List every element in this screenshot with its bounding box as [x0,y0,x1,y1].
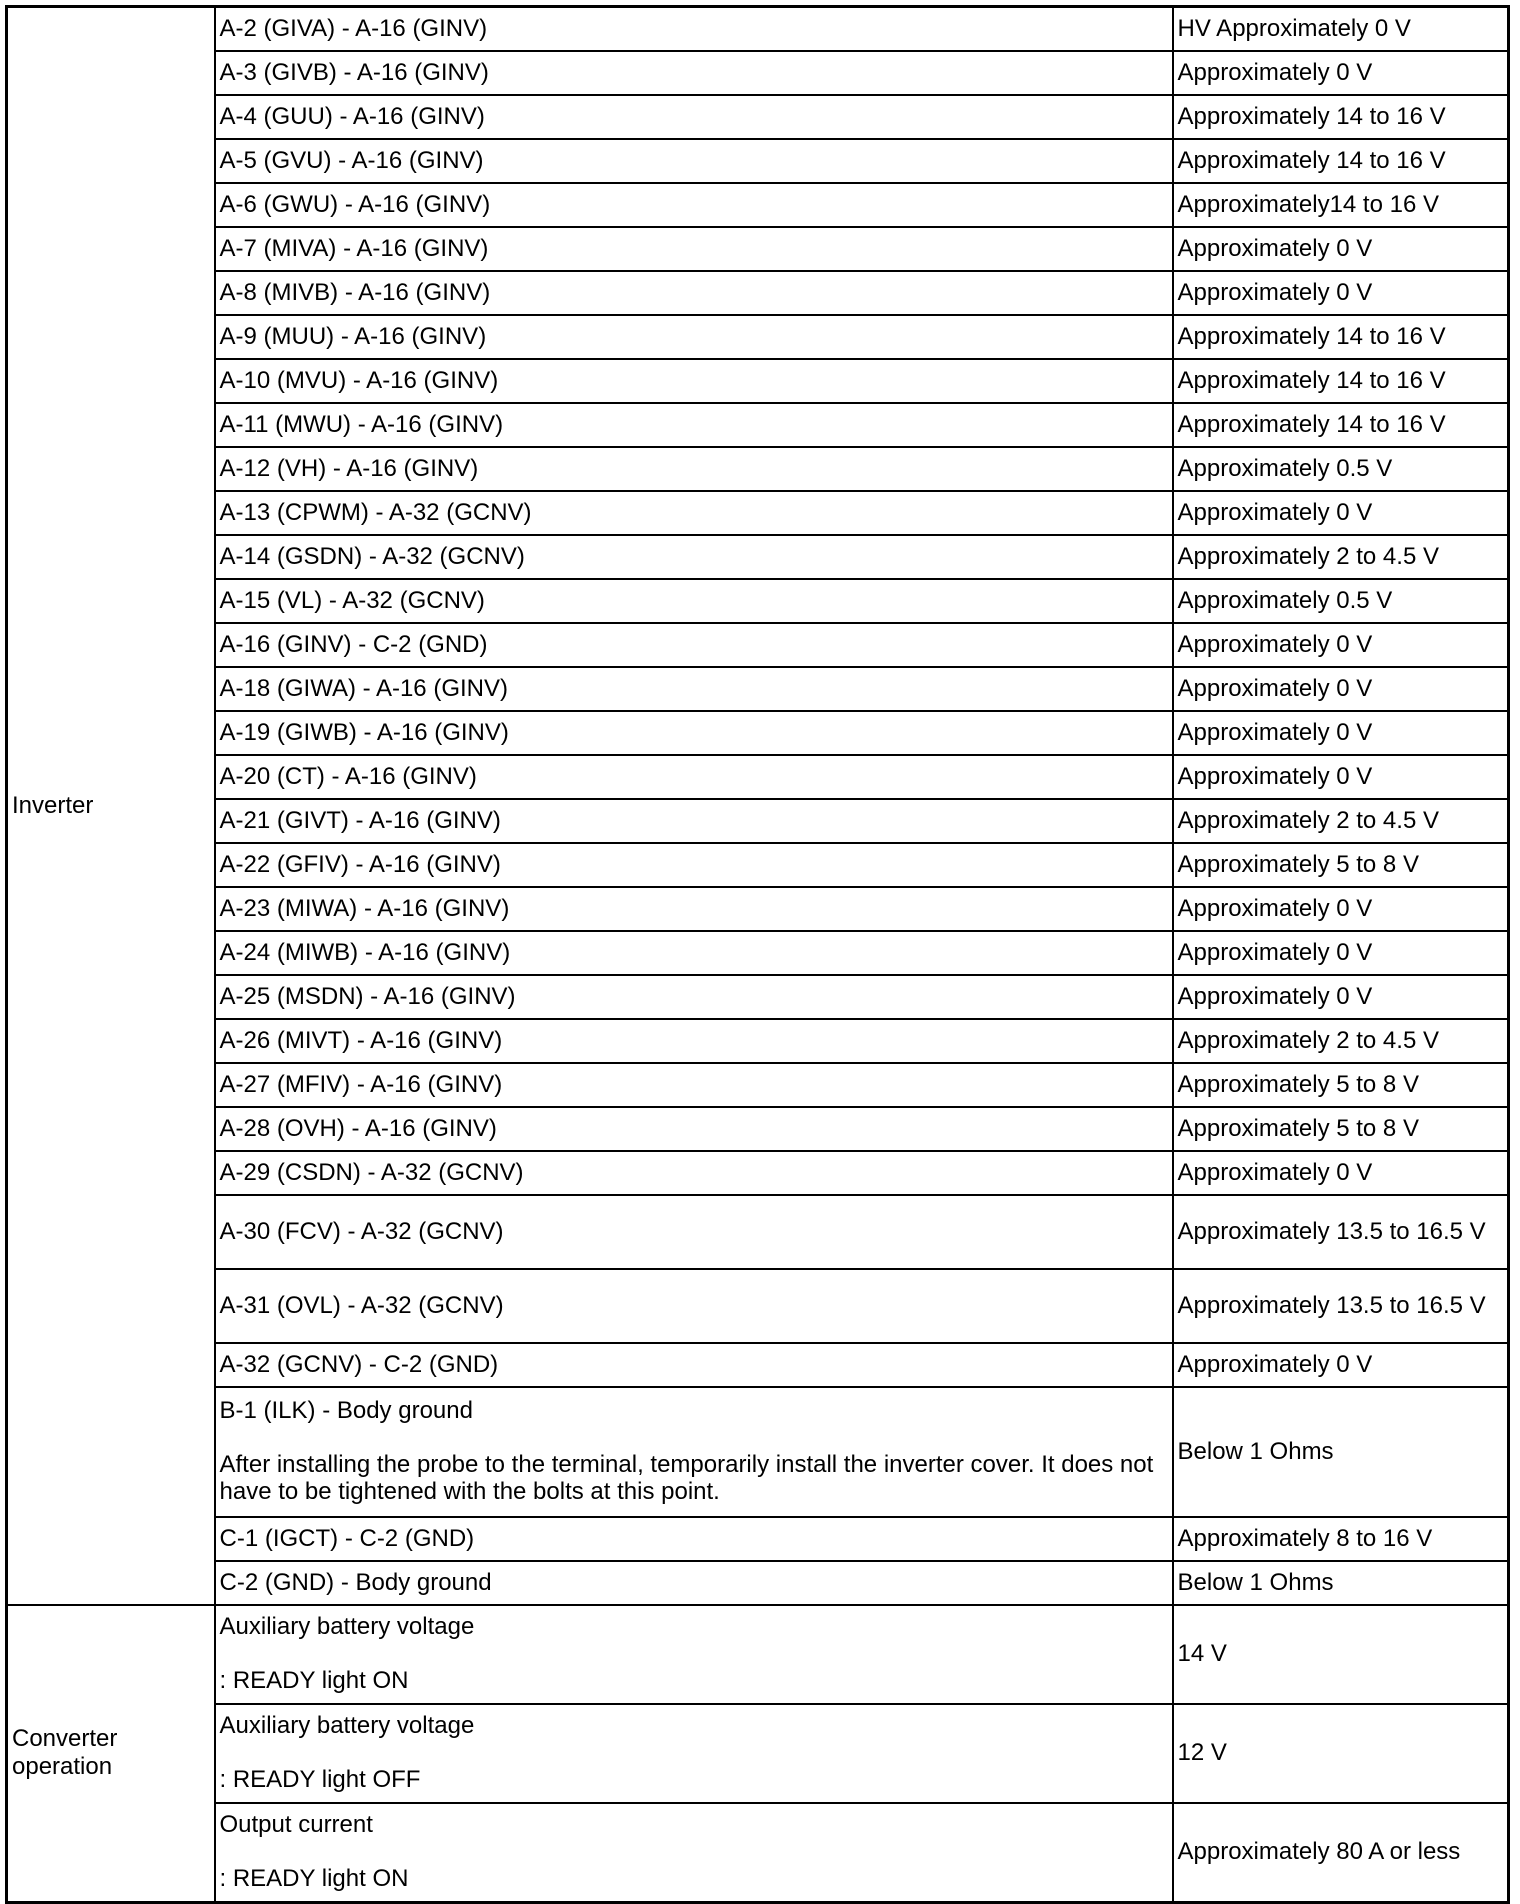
terminal-cell: A-5 (GVU) - A-16 (GINV) [215,139,1173,183]
terminal-cell: A-11 (MWU) - A-16 (GINV) [215,403,1173,447]
terminal-cell [215,1387,1173,1517]
value-cell: Approximately 0 V [1173,887,1509,931]
terminal-cell: A-15 (VL) - A-32 (GCNV) [215,579,1173,623]
voltage-check-table [5,5,1510,1904]
table-row [7,1195,1509,1269]
terminal-cell: A-16 (GINV) - C-2 (GND) [215,623,1173,667]
table-row [7,95,1509,139]
table-row [7,51,1509,95]
table-row [7,1387,1509,1517]
value-cell: Approximately 14 to 16 V [1173,403,1509,447]
condition-note: : READY light ON [219,1667,409,1694]
terminal-cell: C-1 (IGCT) - C-2 (GND) [215,1517,1173,1561]
value-cell: Approximately 14 to 16 V [1173,139,1509,183]
table-row [7,1151,1509,1195]
condition-note: : READY light ON [219,1865,409,1892]
terminal-cell: A-19 (GIWB) - A-16 (GINV) [215,711,1173,755]
table-row [7,1561,1509,1605]
table-row [7,799,1509,843]
table-row [7,1019,1509,1063]
value-cell: Approximately 14 to 16 V [1173,95,1509,139]
terminal-cell: A-21 (GIVT) - A-16 (GINV) [215,799,1173,843]
table-row [7,1063,1509,1107]
procedure-note: After installing the probe to the terminal, temporarily install the inverter cover. It does not have to be tightened with the bolts at this point. [219,1450,1154,1506]
terminal-cell: A-20 (CT) - A-16 (GINV) [215,755,1173,799]
table-row [7,623,1509,667]
terminal-cell [215,1704,1173,1803]
terminal-text: B-1 (ILK) - Body ground [219,1397,473,1425]
value-cell: Approximately 5 to 8 V [1173,1063,1509,1107]
table-row [7,1107,1509,1151]
terminal-cell: C-2 (GND) - Body ground [215,1561,1173,1605]
table-row [7,491,1509,535]
table-row [7,1605,1509,1704]
value-cell: 14 V [1173,1605,1509,1704]
terminal-cell: A-22 (GFIV) - A-16 (GINV) [215,843,1173,887]
terminal-cell: A-7 (MIVA) - A-16 (GINV) [215,227,1173,271]
terminal-cell: A-30 (FCV) - A-32 (GCNV) [215,1195,1173,1269]
terminal-cell: A-4 (GUU) - A-16 (GINV) [215,95,1173,139]
terminal-cell: A-18 (GIWA) - A-16 (GINV) [215,667,1173,711]
table-row [7,1803,1509,1903]
value-cell: Approximately 0.5 V [1173,447,1509,491]
terminal-text: Output current [219,1811,373,1839]
terminal-cell [215,1803,1173,1903]
value-cell: Approximately 0 V [1173,1151,1509,1195]
value-cell: Approximately 0 V [1173,931,1509,975]
value-cell: Below 1 Ohms [1173,1561,1509,1605]
value-cell: Approximately 2 to 4.5 V [1173,1019,1509,1063]
table-row [7,975,1509,1019]
table-row [7,1704,1509,1803]
terminal-cell: A-14 (GSDN) - A-32 (GCNV) [215,535,1173,579]
table-row [7,315,1509,359]
table-row [7,931,1509,975]
terminal-cell: A-31 (OVL) - A-32 (GCNV) [215,1269,1173,1343]
table-row [7,755,1509,799]
value-cell: Approximately 0 V [1173,711,1509,755]
terminal-cell: A-23 (MIWA) - A-16 (GINV) [215,887,1173,931]
terminal-text: Auxiliary battery voltage [219,1613,475,1641]
table-row [7,711,1509,755]
table-row [7,887,1509,931]
terminal-cell: A-32 (GCNV) - C-2 (GND) [215,1343,1173,1387]
table-row [7,843,1509,887]
value-cell: 12 V [1173,1704,1509,1803]
value-cell: Approximately 13.5 to 16.5 V [1173,1195,1509,1269]
terminal-cell: A-2 (GIVA) - A-16 (GINV) [215,7,1173,52]
value-cell: Approximately 14 to 16 V [1173,359,1509,403]
value-cell: Approximately 13.5 to 16.5 V [1173,1269,1509,1343]
value-cell: HV Approximately 0 V [1173,7,1509,52]
group-label-inverter: Inverter [7,7,215,1606]
terminal-cell: A-28 (OVH) - A-16 (GINV) [215,1107,1173,1151]
value-cell: Approximately 8 to 16 V [1173,1517,1509,1561]
table-row [7,7,1509,52]
terminal-cell: A-13 (CPWM) - A-32 (GCNV) [215,491,1173,535]
terminal-cell: A-10 (MVU) - A-16 (GINV) [215,359,1173,403]
table-row [7,1343,1509,1387]
terminal-cell: A-27 (MFIV) - A-16 (GINV) [215,1063,1173,1107]
terminal-cell: A-6 (GWU) - A-16 (GINV) [215,183,1173,227]
table-row [7,403,1509,447]
value-cell: Approximately 2 to 4.5 V [1173,799,1509,843]
group-label-converter-operation: Converter operation [7,1605,215,1903]
table-row [7,535,1509,579]
value-cell: Approximately 0 V [1173,227,1509,271]
value-cell: Approximately 0 V [1173,623,1509,667]
terminal-cell: A-8 (MIVB) - A-16 (GINV) [215,271,1173,315]
value-cell: Approximately 14 to 16 V [1173,315,1509,359]
value-cell: Approximately 0 V [1173,51,1509,95]
table-row [7,139,1509,183]
value-cell: Below 1 Ohms [1173,1387,1509,1517]
value-cell: Approximately 0 V [1173,491,1509,535]
value-cell: Approximately 5 to 8 V [1173,1107,1509,1151]
table-row [7,359,1509,403]
terminal-cell [215,1605,1173,1704]
terminal-cell: A-3 (GIVB) - A-16 (GINV) [215,51,1173,95]
table-row [7,667,1509,711]
value-cell: Approximately 0 V [1173,975,1509,1019]
table-row [7,447,1509,491]
value-cell: Approximately14 to 16 V [1173,183,1509,227]
value-cell: Approximately 0 V [1173,271,1509,315]
voltage-check-table-container [5,5,1507,1904]
table-row [7,1269,1509,1343]
value-cell: Approximately 2 to 4.5 V [1173,535,1509,579]
value-cell: Approximately 5 to 8 V [1173,843,1509,887]
value-cell: Approximately 80 A or less [1173,1803,1509,1903]
table-row [7,227,1509,271]
value-cell: Approximately 0 V [1173,667,1509,711]
terminal-cell: A-25 (MSDN) - A-16 (GINV) [215,975,1173,1019]
table-row [7,1517,1509,1561]
terminal-cell: A-24 (MIWB) - A-16 (GINV) [215,931,1173,975]
table-row [7,271,1509,315]
value-cell: Approximately 0 V [1173,755,1509,799]
terminal-cell: A-29 (CSDN) - A-32 (GCNV) [215,1151,1173,1195]
terminal-cell: A-12 (VH) - A-16 (GINV) [215,447,1173,491]
terminal-text: Auxiliary battery voltage [219,1712,475,1740]
table-row [7,579,1509,623]
terminal-cell: A-26 (MIVT) - A-16 (GINV) [215,1019,1173,1063]
table-row [7,183,1509,227]
terminal-cell: A-9 (MUU) - A-16 (GINV) [215,315,1173,359]
condition-note: : READY light OFF [219,1766,421,1793]
value-cell: Approximately 0.5 V [1173,579,1509,623]
value-cell: Approximately 0 V [1173,1343,1509,1387]
